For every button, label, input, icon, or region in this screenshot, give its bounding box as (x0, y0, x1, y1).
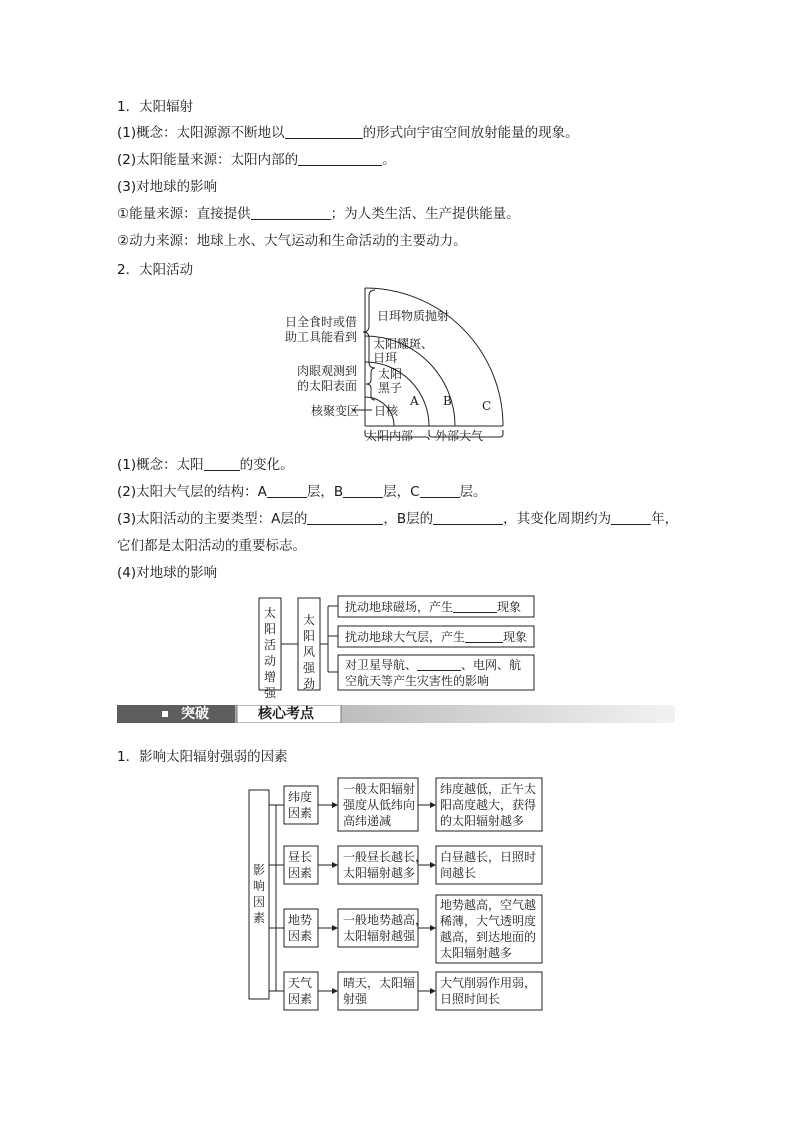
arrowhead-icon (332, 862, 338, 868)
types-text-c: ，其变化周期约为 (503, 511, 612, 527)
impact-satellite-post: 、电网、航 (461, 658, 522, 672)
result-altitude-2: 稀薄，大气透明度 (440, 914, 537, 928)
label-sunspot-2: 黑子 (378, 381, 403, 395)
factor-weather-1: 天气 (288, 976, 313, 990)
factor-weather-2: 因素 (288, 992, 313, 1006)
concept-text-pre: (1)概念：太阳源源不断地以 (117, 125, 285, 141)
earth-impact-subheading: (4)对地球的影响 (117, 565, 218, 581)
label-flares-2: 日珥 (373, 351, 398, 365)
impact-satellite-text-2: 空航天等产生灾害性的影响 (345, 674, 490, 688)
rule-weather-2: 射强 (343, 992, 368, 1006)
label-naked-eye-2: 的太阳表面 (297, 379, 358, 393)
section-heading-solar-activity: 2．太阳活动 (117, 262, 194, 278)
factor-daylength-1: 昼长 (288, 850, 313, 864)
impact-satellite-pre: 对卫星导航、 (345, 658, 418, 672)
structure-text-c: 层，C (383, 484, 420, 500)
label-core: 日核 (374, 404, 399, 418)
arrowhead-icon (332, 988, 338, 994)
result-latitude-1: 纬度越低，正午太 (440, 782, 537, 796)
activity-concept-pre: (1)概念：太阳 (117, 457, 204, 473)
result-latitude-3: 的太阳辐射越多 (440, 814, 525, 828)
activity-concept-post: 的变化。 (239, 457, 294, 473)
label-fusion-zone: 核聚变区 (311, 404, 360, 418)
rule-latitude-3: 高纬递减 (343, 814, 392, 828)
label-visible-with-tools-2: 助工具能看到 (285, 330, 358, 344)
result-altitude-1: 地势越高，空气越 (440, 898, 537, 912)
banner-label: 突破 (181, 706, 209, 722)
types-text-b: ，B层的 (383, 511, 434, 527)
arrowhead-icon (332, 802, 338, 808)
rule-latitude-2: 强度从低纬向 (343, 798, 416, 812)
rule-altitude-1: 一般地势越高， (343, 913, 428, 927)
rule-daylength-2: 太阳辐射越多 (343, 866, 416, 880)
layer-letter-c: C (482, 399, 492, 413)
section-heading-factors: 1．影响太阳辐射强弱的因素 (117, 749, 288, 765)
label-visible-with-tools-1: 日全食时或借 (285, 315, 358, 329)
section-heading-solar-radiation: 1．太阳辐射 (117, 99, 194, 115)
rule-altitude-2: 太阳辐射越强 (343, 929, 416, 943)
arrowhead-icon (430, 802, 436, 808)
result-weather-1: 大气削弱作用弱， (440, 976, 537, 990)
label-root-factors: 影响因素 (252, 863, 265, 925)
result-altitude-4: 太阳辐射越多 (440, 946, 513, 960)
factor-latitude-2: 因素 (288, 806, 313, 820)
energy-source-text-post: 。 (382, 152, 396, 168)
concept-text-post: 的形式向宇宙空间放射能量的现象。 (362, 125, 579, 141)
label-solar-interior: 太阳内部 (365, 429, 414, 443)
power-source-line: ②动力来源：地球上水、大气运动和生命活动的主要动力。 (117, 233, 467, 249)
types-text-a: (3)太阳活动的主要类型：A层的 (117, 511, 308, 527)
rule-latitude-1: 一般太阳辐射 (343, 782, 416, 796)
impact-magnetic-post: 现象 (497, 600, 522, 614)
result-altitude-3: 越高，到达地面的 (440, 930, 537, 944)
result-daylength-1: 白昼越长，日照时 (440, 850, 537, 864)
energy-impact-text-pre: ①能量来源：直接提供 (117, 206, 251, 222)
factor-altitude-1: 地势 (288, 913, 313, 927)
energy-impact-text-post: ；为人类生活、生产提供能量。 (330, 206, 520, 222)
factor-daylength-2: 因素 (288, 866, 313, 880)
result-latitude-2: 阳高度越大，获得 (440, 798, 537, 812)
energy-source-text-pre: (2)太阳能量来源：太阳内部的 (117, 152, 299, 168)
label-outer-atmosphere: 外部大气 (435, 429, 484, 443)
structure-text-b: 层，B (306, 484, 344, 500)
activity-types-line-2: 它们都是太阳活动的重要标志。 (117, 538, 306, 554)
impact-subheading: (3)对地球的影响 (117, 179, 218, 195)
types-text-d: 年， (651, 511, 679, 527)
result-weather-2: 日照时间长 (440, 992, 501, 1006)
layer-letter-a: A (410, 394, 419, 408)
rule-weather-1: 晴天，太阳辐 (343, 976, 416, 990)
impact-magnetic-pre: 扰动地球磁场，产生 (345, 600, 454, 614)
label-prominence-ejection: 日珥物质抛射 (377, 309, 450, 323)
layer-letter-b: B (443, 394, 452, 408)
arrowhead-icon (430, 925, 436, 931)
label-activity-increase: 太阳活动增强 (263, 606, 276, 700)
structure-text-a: (2)太阳大气层的结构：A (117, 484, 267, 500)
arrowhead-icon (430, 988, 436, 994)
label-naked-eye-1: 肉眼观测到 (297, 364, 358, 378)
factor-altitude-2: 因素 (288, 929, 313, 943)
factor-latitude-1: 纬度 (288, 790, 313, 804)
label-solar-wind: 太阳风强劲 (302, 613, 315, 691)
arrowhead-icon (430, 862, 436, 868)
rule-daylength-1: 一般昼长越长， (343, 850, 428, 864)
arrowhead-icon (332, 925, 338, 931)
structure-text-end: 层。 (459, 484, 487, 500)
label-sunspot-1: 太阳 (378, 367, 403, 381)
label-flares-1: 太阳耀斑、 (373, 337, 434, 351)
banner-title: 核心考点 (258, 706, 314, 722)
impact-ionosphere-pre: 扰动地球大气层，产生 (345, 630, 466, 644)
impact-ionosphere-post: 现象 (503, 630, 528, 644)
result-daylength-2: 间越长 (440, 866, 477, 880)
